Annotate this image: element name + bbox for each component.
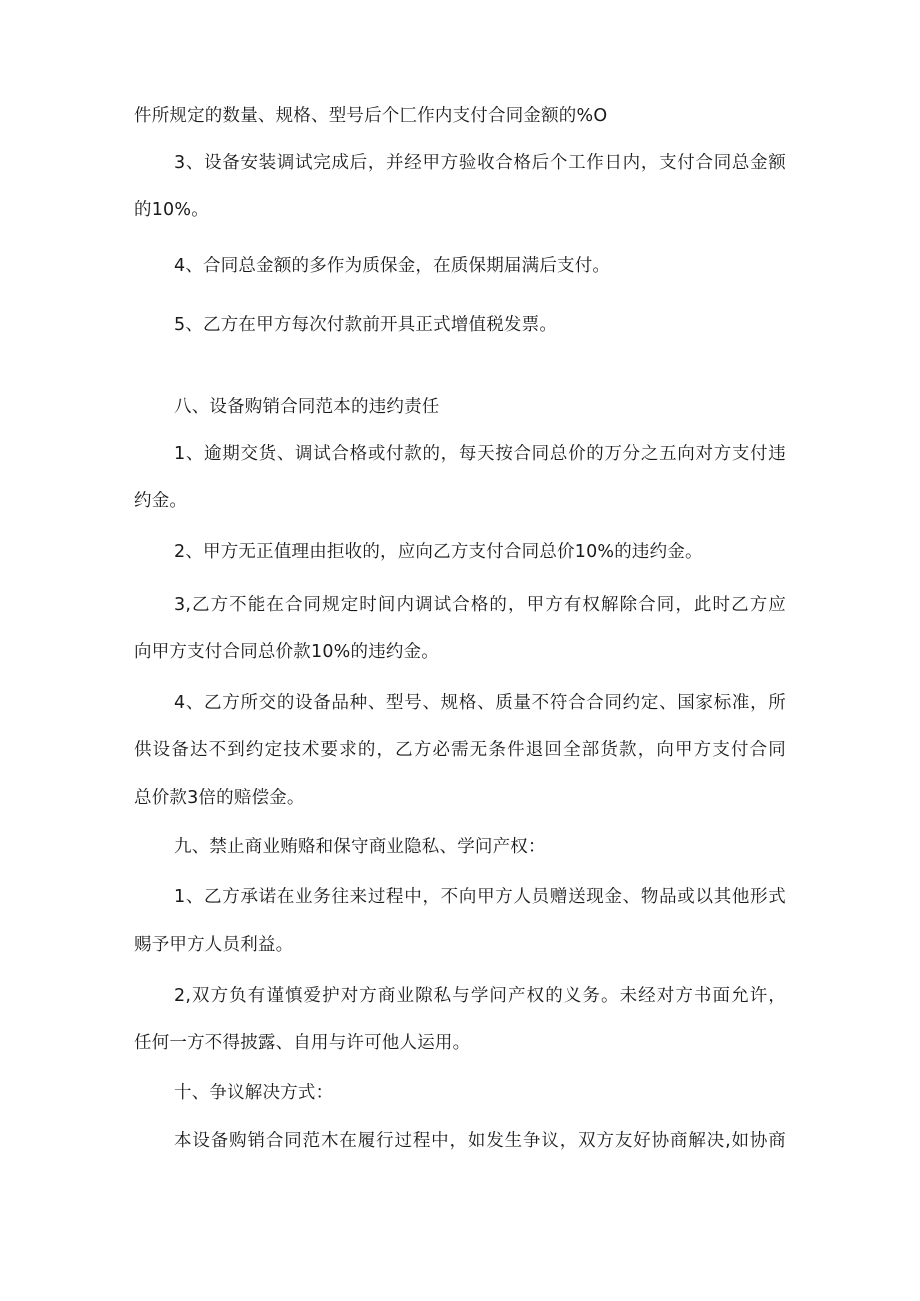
text-line: 1、乙方承诺在业务往来过程中，不向甲方人员赠送现金、物品或以其他形式 — [174, 887, 786, 907]
text-line: 件所规定的数量、规格、型号后个匚作内支付合同金额的%O — [134, 106, 608, 126]
text-line: 供设备达不到约定技术要求的，乙方必需无条件退回全部货款，向甲方支付合同 — [134, 740, 786, 760]
section-heading: 九、禁止商业贿赂和保守商业隐私、学问产权： — [174, 837, 546, 857]
text-line: 本设备购销合同范木在履行过程中，如发生争议，双方友好协商解决,如协商 — [174, 1131, 786, 1151]
text-line: 的10%。 — [134, 200, 209, 220]
section-heading: 十、争议解决方式： — [174, 1083, 334, 1103]
section-heading: 八、设备购销合同范本的违约责任 — [174, 397, 440, 417]
text-line: 赐予甲方人员利益。 — [134, 935, 294, 955]
text-line: 1、逾期交货、调试合格或付款的，每天按合同总价的万分之五向对方支付违 — [174, 444, 786, 464]
text-line: 4、合同总金额的多作为质保金，在质保期届满后支付。 — [174, 256, 611, 276]
text-line: 5、乙方在甲方每次付款前开具正式增值税发票。 — [174, 315, 558, 335]
text-line: 向甲方支付合同总价款10%的违约金。 — [134, 642, 439, 662]
text-line: 总价款3倍的赔偿金。 — [134, 788, 305, 808]
text-line: 2,双方负有谨慎爱护对方商业隙私与学问产权的义务。未经对方书面允许， — [174, 986, 786, 1006]
text-line: 2、甲方无正值理由拒收的，应向乙方支付合同总价10%的违约金。 — [174, 542, 703, 562]
text-line: 约金。 — [134, 491, 188, 511]
text-line: 3,乙方不能在合同规定时间内调试合格的，甲方有权解除合同，此时乙方应 — [174, 595, 786, 615]
text-line: 任何一方不得披露、自用与许可他人运用。 — [134, 1033, 471, 1053]
text-line: 3、设备安装调试完成后，并经甲方验收合格后个工作日内，支付合同总金额 — [174, 153, 786, 173]
text-line: 4、乙方所交的设备品种、型号、规格、质量不符合合同约定、国家标准，所 — [174, 693, 786, 713]
